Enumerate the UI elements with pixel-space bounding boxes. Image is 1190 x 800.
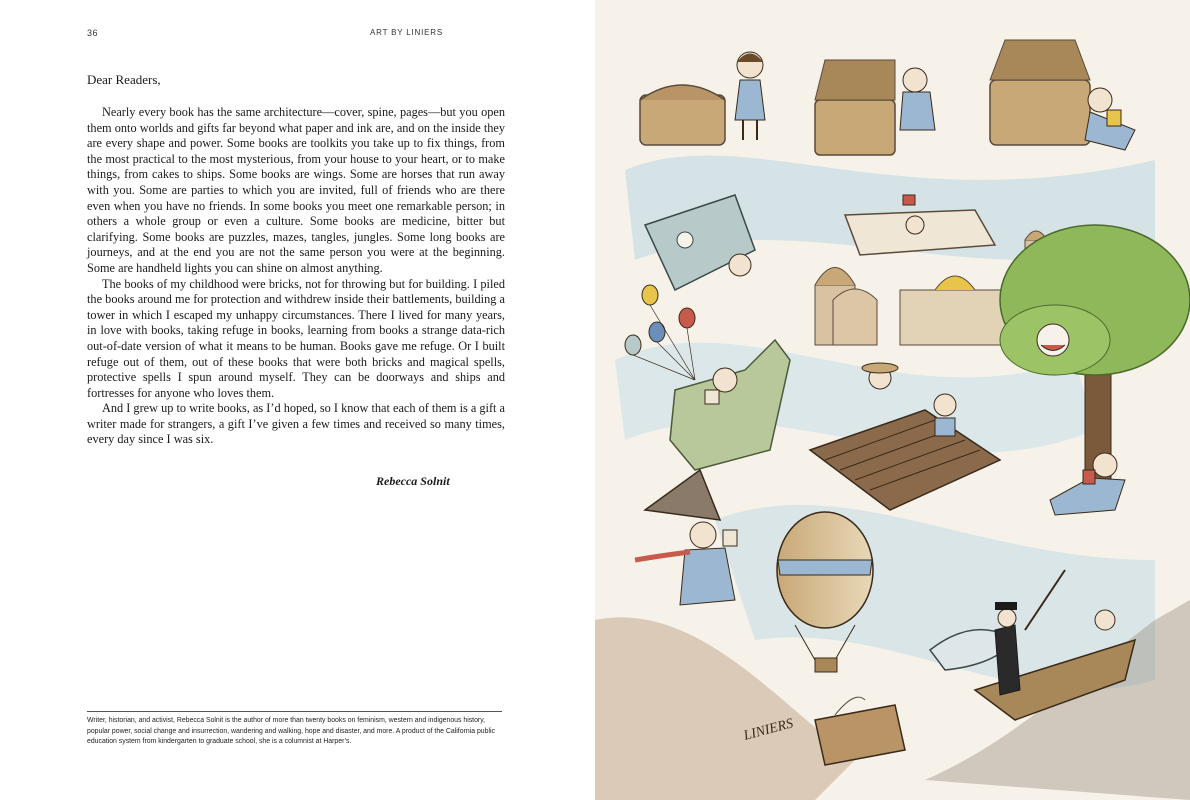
hot-air-balloon-icon <box>777 512 873 672</box>
running-head: ART BY LINIERS <box>370 28 444 37</box>
book-worlds-illustration <box>595 0 1190 800</box>
girl-standing-icon <box>735 52 765 140</box>
reading-in-chest-icon <box>990 40 1135 150</box>
open-book-source-icon <box>815 697 905 765</box>
letter-body <box>87 105 505 448</box>
author-bio: Writer, historian, and activist, Rebecca Solnit is the author of more than twenty books on feminism, western and indigenous history, popular power, social change and insurrection, wandering and walking, hope and disaster, and more. A product of the California public education system from kindergarten to graduate school, she is a columnist at Harper’s. <box>87 717 495 746</box>
letter-paragraph-2: The books of my childhood were bricks, not for throwing but for building. I piled the books around me for protection and withdrew inside their battlements, building a tower in which I escaped my unhappy circumstances. There I lived for many years, in love with books, taking refuge in books, learning from books a strange data-rich out-of-date version of what it means to be human. Books gave me refuge. Or I built refuge out of them, out of these books that were both bricks and magical spells, protective spells I spun around myself. They can be doorways and ships and fortresses for anyone who loves them. <box>87 276 505 400</box>
bio-divider <box>87 711 502 712</box>
letter-paragraph-1: Nearly every book has the same architecture—cover, spine, pages—but you open them onto worlds and gifts far beyond what paper and ink are, and on the inside they are every shape and power. Some books are toolkits you take up to fix things, from the most practical to the most mysterious, from your house to your heart, or to make things, from cakes to ships. Some books are wings. Some are horses that run away with you. Some are parties to which you are invited, full of friends who are there even when you have no friends. In some books you meet one remarkable person; in others a whole group or even a culture. Some books are medicine, bitter but clarifying. Some books are puzzles, mazes, tangles, jungles. Some long books are journeys, and at the end you are not the same person you were at the beginning. Some are handheld lights you can shine on almost anything. <box>87 105 505 275</box>
open-chest-icon <box>815 60 935 155</box>
letter-salutation: Dear Readers, <box>87 72 161 87</box>
illustrator-signature: LINIERS <box>742 716 795 744</box>
letter-paragraph-3: And I grew up to write books, as I’d hoped, so I know that each of them is a gift a writer made for strangers, a gift I’ve given a few times and received so many times, every day since I was six. <box>87 401 505 447</box>
right-page <box>595 0 1190 800</box>
cheshire-cat-icon <box>1037 324 1069 356</box>
tree-icon <box>1000 225 1190 490</box>
author-signature: Rebecca Solnit <box>376 474 450 488</box>
closed-chest-icon <box>640 85 725 145</box>
water-ribbon <box>595 617 855 800</box>
page-number: 36 <box>87 28 99 38</box>
